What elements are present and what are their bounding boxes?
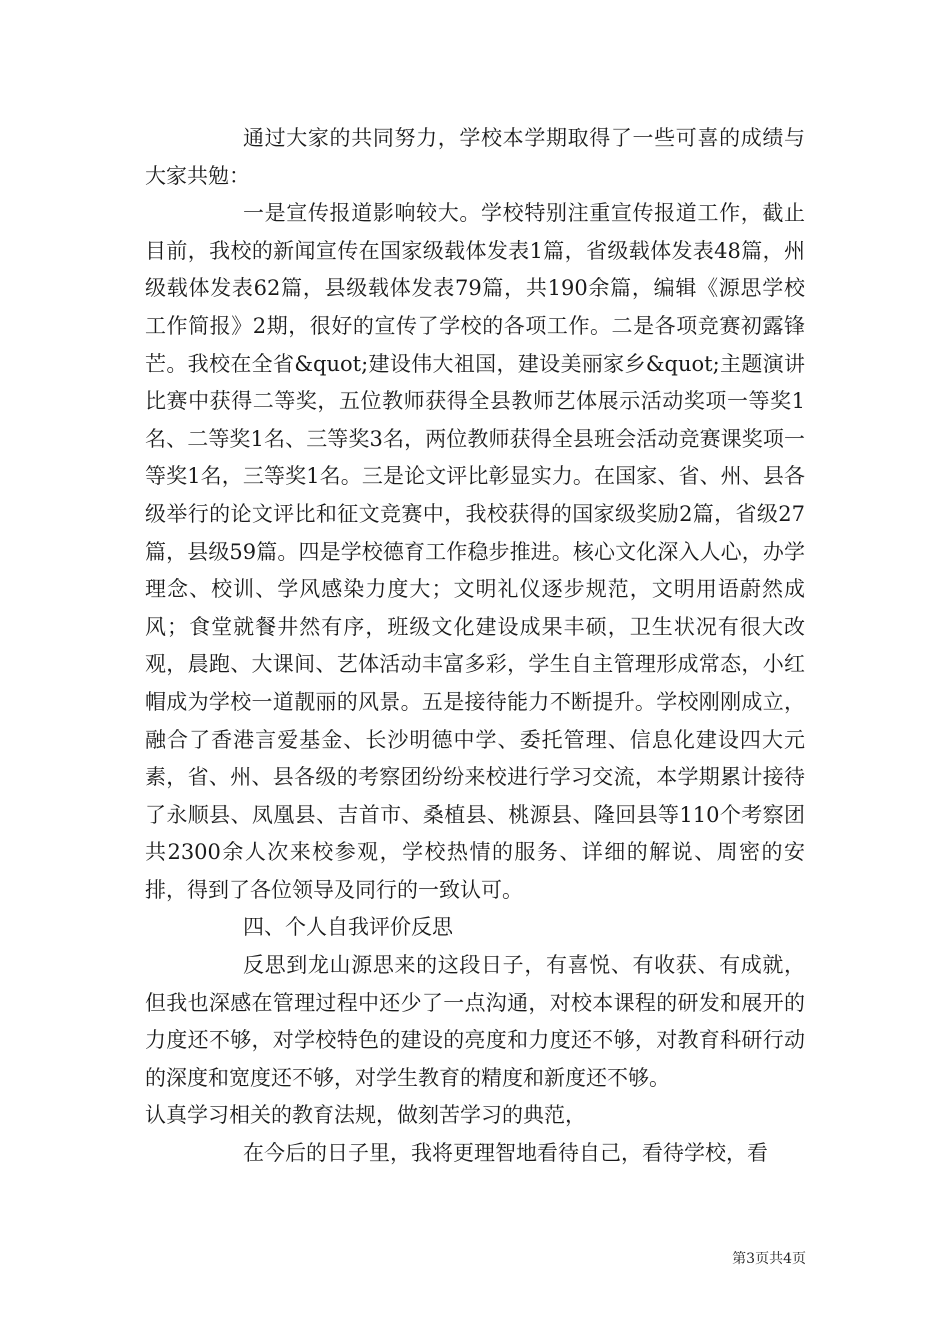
paragraph-reflection: 反思到龙山源思来的这段日子，有喜悦、有收获、有成就，但我也深感在管理过程中还少了一点沟通，对校本课程的研发和展开的力度还不够，对学校特色的建设的亮度和力度还不够，对教育科研行动的深度和宽度还不够，对学生教育的精度和新度还不够。	[145, 953, 805, 1090]
paragraph-study: 认真学习相关的教育法规，做刻苦学习的典范，	[145, 1103, 586, 1128]
page-number-footer: 第3页共4页	[732, 1251, 806, 1267]
paragraph-achievements: 一是宣传报道影响较大。学校特别注重宣传报道工作，截止目前，我校的新闻宣传在国家级载体发表1篇，省级载体发表48篇，州级载体发表62篇，县级载体发表79篇，共190余篇，编辑《源思学校工作简报》2期，很好的宣传了学校的各项工作。二是各项竞赛初露锋芒。我校在全省&quot;建设伟大祖国，建设美丽家乡&quot;主题演讲比赛中获得二等奖，五位教师获得全县教师艺体展示活动奖项一等奖1名、二等奖1名、三等奖3名，两位教师获得全县班会活动竞赛课奖项一等奖1名，三等奖1名。三是论文评比彰显实力。在国家、省、州、县各级举行的论文评比和征文竞赛中，我校获得的国家级奖励2篇，省级27篇，县级59篇。四是学校德育工作稳步推进。核心文化深入人心，办学理念、校训、学风感染力度大；文明礼仪逐步规范，文明用语蔚然成风；食堂就餐井然有序，班级文化建设成果丰硕，卫生状况有很大改观，晨跑、大课间、艺体活动丰富多彩，学生自主管理形成常态，小红帽成为学校一道靓丽的风景。五是接待能力不断提升。学校刚刚成立，融合了香港言爱基金、长沙明德中学、委托管理、信息化建设四大元素，省、州、县各级的考察团纷纷来校进行学习交流，本学期累计接待了永顺县、凤凰县、吉首市、桑植县、桃源县、隆回县等110个考察团共2300余人次来校参观，学校热情的服务、详细的解说、周密的安排，得到了各位领导及同行的一致认可。	[145, 201, 805, 902]
document-body	[145, 120, 805, 1173]
section-heading-self-evaluation: 四、个人自我评价反思	[243, 915, 453, 940]
paragraph-intro: 通过大家的共同努力，学校本学期取得了一些可喜的成绩与大家共勉：	[145, 126, 805, 188]
paragraph-future: 在今后的日子里，我将更理智地看待自己，看待学校，看	[243, 1141, 768, 1166]
